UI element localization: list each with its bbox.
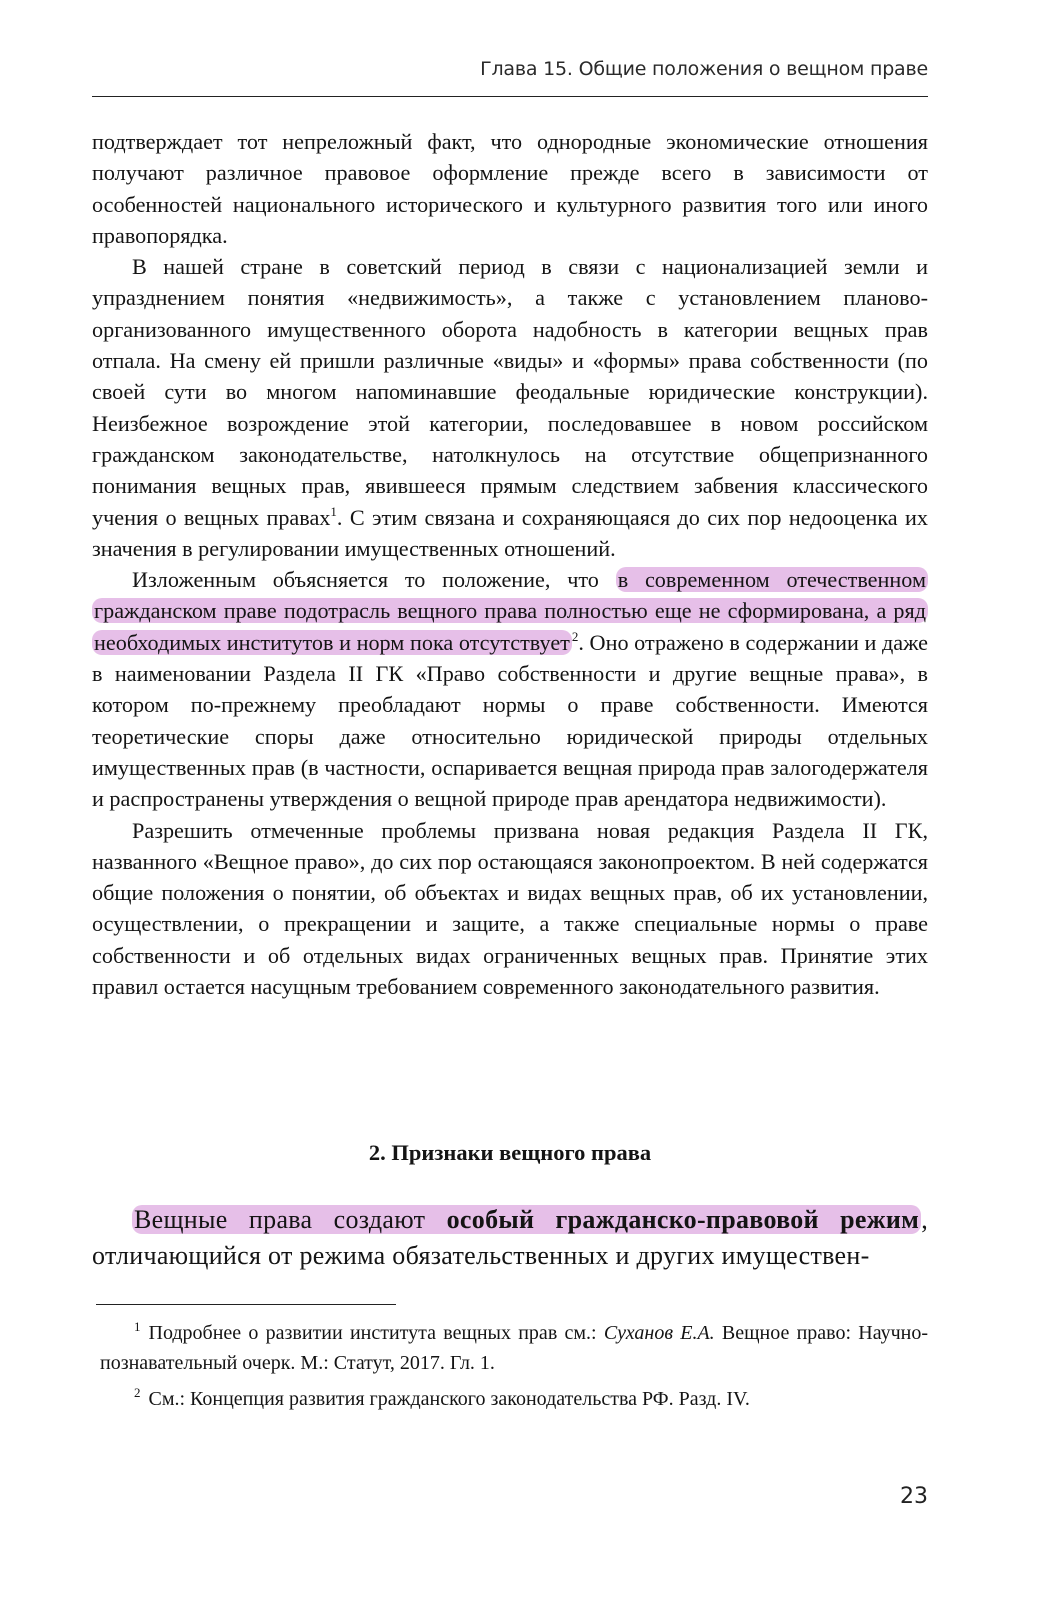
footnote-2 <box>100 1378 928 1414</box>
footnote-separator <box>96 1304 396 1305</box>
page-number: 23 <box>900 1484 928 1509</box>
paragraph-3-text-a: Изложенным объясняется то положение, что <box>132 567 616 593</box>
body-text[interactable] <box>92 126 928 1002</box>
footnote-1-author: Суханов Е.А. <box>603 1322 715 1344</box>
footnote-1 <box>100 1312 928 1378</box>
footnote-1-number: 1 <box>134 1319 141 1334</box>
highlighted-passage[interactable]: в современном отечественном гражданском праве подотрасль вещного права полностью еще не сформирована, а ряд необходимых институтов и норм пока отсутствует <box>94 567 926 655</box>
header-rule <box>92 96 928 97</box>
footnote-1-text-b: Вещное право: Научно-познавательный очерк. М.: Статут, 2017. Гл. 1. <box>100 1322 928 1374</box>
paragraph-1: подтверждает тот непреложный факт, что однородные экономические отношения получают различное правовое оформление прежде всего в зависимости от особенностей национального исторического и культурного развития того или иного правопорядка. <box>92 129 928 248</box>
highlighted-lead[interactable] <box>132 1205 921 1234</box>
paragraph-3 <box>92 564 928 814</box>
section-lead-paragraph <box>92 1202 928 1274</box>
lead-rest-text: , отличающийся от режима обязательственных и других имуществен- <box>92 1205 928 1270</box>
footnote-2-number: 2 <box>134 1385 141 1400</box>
footnote-2-text: См.: Концепция развития гражданского законодательства РФ. Разд. IV. <box>148 1388 750 1410</box>
lead-bold-term: особый гражданско-правовой режим <box>446 1205 920 1234</box>
paragraph-2 <box>92 251 928 564</box>
section-heading: 2. Признаки вещного права <box>368 1140 652 1165</box>
running-header: Глава 15. Общие положения о вещном праве <box>480 58 928 80</box>
footnote-ref-2[interactable]: 2 <box>571 628 579 644</box>
footnote-ref-1[interactable]: 1 <box>330 503 337 519</box>
lead-highlight-text: Вещные права создают <box>134 1205 447 1234</box>
footnotes <box>100 1312 928 1414</box>
footnote-1-text-a: Подробнее о развитии института вещных прав см.: <box>148 1322 604 1344</box>
paragraph-2-text-b: . С этим связана и сохраняющаяся до сих пор недооценка их значения в регулировании имущественных отношений. <box>92 504 928 561</box>
paragraph-3-text-b: . Оно отражено в содержании и даже в наименовании Раздела II ГК «Право собственности и другие вещные права», в котором по-прежнему преобладают нормы о праве собственности. Имеются теоретические споры даже относительно юридической природы отдельных имущественных прав (в частности, оспаривается вещная природа прав залогодержателя и распространены утверждения о вещной природе прав арендатора недвижимости). <box>92 629 928 812</box>
paragraph-4: Разрешить отмеченные проблемы призвана новая редакция Раздела II ГК, названного «Вещное право», до сих пор остающаяся законопроектом. В ней содержатся общие положения о понятии, об объектах и видах вещных прав, об их установлении, осуществлении, о прекращении и защите, а также специальные нормы о праве собственности и об отдельных видах ограниченных вещных прав. Принятие этих правил остается насущным требованием современного законодательного развития. <box>92 817 928 1000</box>
paragraph-2-text-a: В нашей стране в советский период в связи с национализацией земли и упразднением понятия «недвижимость», а также с установлением планово-организованного имущественного оборота надобность в категории вещных прав отпала. На смену ей пришли различные «виды» и «формы» права собственности (по своей сути во многом напоминавшие феодальные юридические конструкции). Неизбежное возрождение этой категории, последовавшее в новом российском гражданском законодательстве, натолкнулось на отсутствие общепризнанного понимания вещных прав, явившееся прямым следствием забвения классического учения о вещных правах <box>92 254 928 530</box>
